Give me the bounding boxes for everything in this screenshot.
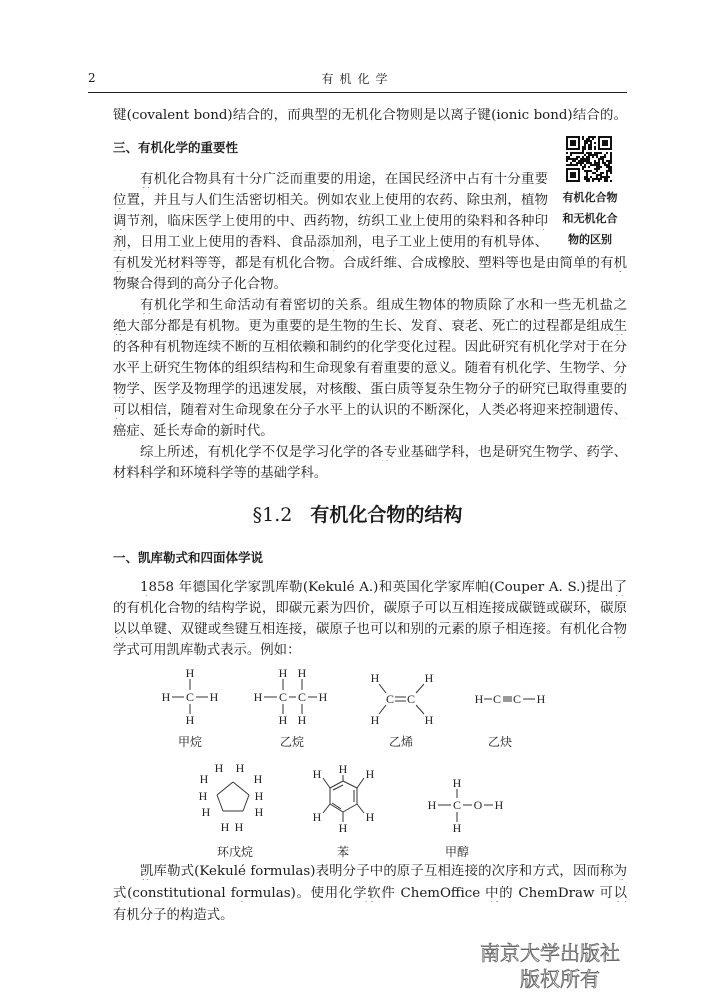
paragraph-line: 水平上研究生物体的组织结构和生命现象有着重要的意义。随着有机化学、生物学、分 xyxy=(113,361,627,376)
paragraph-line: 剂，日用工业上使用的香料、食品添加剂，电子工业上使用的有机导体、 xyxy=(113,235,548,250)
hydrogen-atom: H xyxy=(424,671,434,685)
hydrogen-atom: H xyxy=(297,713,307,727)
hydrogen-atom: H xyxy=(494,798,504,812)
paragraph-line: 综上所述，有机化学不仅是学习化学的各专业基础学科，也是研究生物学、药学、 xyxy=(140,445,627,460)
label-benzene: 苯 xyxy=(336,845,350,859)
hydrogen-atom: H xyxy=(201,805,211,819)
hydrogen-atom: H xyxy=(370,713,380,727)
hydrogen-atom: H xyxy=(370,671,380,685)
bond xyxy=(357,804,364,813)
hydrogen-atom: H xyxy=(235,761,245,775)
paragraph-line: 有机化学和生命活动有着密切的关系。组成生物体的物质除了水和一些无机盐之 xyxy=(140,298,627,313)
paragraph-line: 有机化合物具有十分广泛而重要的用途，在国民经济中占有十分重要 xyxy=(140,172,548,187)
bond xyxy=(243,795,249,811)
header-rule xyxy=(88,92,627,93)
hydrogen-atom: H xyxy=(452,821,462,835)
page-number: 2 xyxy=(88,71,96,85)
paragraph-line: 有机发光材料等等，都是有机化合物。合成纤维、合成橡胶、塑料等也是由简单的有机 xyxy=(113,256,627,271)
hydrogen-atom: H xyxy=(214,761,224,775)
label-methanol: 甲醇 xyxy=(444,845,470,859)
section-title-text: 有机化合物的结构 xyxy=(310,504,463,526)
bond xyxy=(330,804,343,812)
label-acetylene: 乙炔 xyxy=(487,735,513,749)
paragraph-line: 物聚合得到的高分子化合物。 xyxy=(113,277,288,292)
label-cyclopentane: 环戊烷 xyxy=(216,845,254,859)
bond xyxy=(416,705,424,714)
hydrogen-atom: H xyxy=(253,690,263,704)
bond xyxy=(330,781,343,788)
hydrogen-atom: H xyxy=(234,820,244,834)
hydrogen-atom: H xyxy=(312,810,322,824)
bond xyxy=(323,778,330,788)
paragraph-line: 学式可用凯库勒式表示。例如： xyxy=(113,643,301,658)
intro-line: 键(covalent bond)结合的，而典型的无机化合物则是以离子键(ionic bond)结合的。 xyxy=(113,108,627,123)
carbon-atom: C xyxy=(452,798,462,812)
bond xyxy=(343,781,357,788)
hydrogen-atom: H xyxy=(185,666,195,680)
hydrogen-atom: H xyxy=(424,713,434,727)
paragraph-line: 有机分子的构造式。 xyxy=(113,908,234,923)
hydrogen-atom: H xyxy=(254,805,264,819)
label-methane: 甲烷 xyxy=(177,735,203,749)
carbon-atom: C xyxy=(278,690,288,704)
qr-code[interactable] xyxy=(566,136,612,182)
carbon-atom: C xyxy=(385,692,395,706)
paragraph-line: 位置，并且与人们生活密切相关。例如农业上使用的农药、除虫剂，植物 xyxy=(113,193,548,208)
carbon-atom: C xyxy=(185,690,195,704)
hydrogen-atom: H xyxy=(474,692,484,706)
paragraph-line: 凯库勒式(Kekulé formulas)表明分子中的原子互相连接的次序和方式，因而称为 xyxy=(140,864,627,879)
bond xyxy=(343,804,357,812)
bond xyxy=(333,785,343,790)
bond xyxy=(217,795,223,811)
running-title: 有机化学 xyxy=(321,72,394,86)
bond xyxy=(332,803,341,809)
qr-caption-line: 有机化合物 xyxy=(562,191,618,204)
hydrogen-atom: H xyxy=(536,692,546,706)
hydrogen-atom: H xyxy=(338,821,348,835)
watermark-line: 版权所有 xyxy=(520,967,600,991)
qr-caption xyxy=(550,187,630,250)
oxygen-atom: O xyxy=(473,798,483,812)
hydrogen-atom: H xyxy=(312,767,322,781)
subsection-heading-kekule: 一、凯库勒式和四面体学说 xyxy=(113,550,264,565)
paragraph-line: 可以相信，随着对生命现象在分子水平上的认识的不断深化，人类必将迎来控制遗传、 xyxy=(113,403,627,418)
carbon-atom: C xyxy=(297,690,307,704)
qr-caption-line: 物的区别 xyxy=(568,233,612,246)
hydrogen-atom: H xyxy=(427,798,437,812)
hydrogen-atom: H xyxy=(209,690,219,704)
hydrogen-atom: H xyxy=(278,713,288,727)
hydrogen-atom: H xyxy=(338,762,348,776)
carbon-atom: C xyxy=(492,692,502,706)
hydrogen-atom: H xyxy=(254,789,264,803)
section-number: §1.2 xyxy=(252,504,293,526)
qr-caption-line: 和无机化合 xyxy=(562,212,618,225)
hydrogen-atom: H xyxy=(318,690,328,704)
section-heading-importance: 三、有机化学的重要性 xyxy=(113,140,239,155)
hydrogen-atom: H xyxy=(297,666,307,680)
hydrogen-atom: H xyxy=(365,767,375,781)
hydrogen-atom: H xyxy=(220,820,230,834)
carbon-atom: C xyxy=(512,692,522,706)
bond xyxy=(233,782,249,795)
bond xyxy=(323,804,330,813)
hydrogen-atom: H xyxy=(199,772,209,786)
bond xyxy=(379,705,386,714)
hydrogen-atom: H xyxy=(452,776,462,790)
hydrogen-atom: H xyxy=(198,789,208,803)
hydrogen-atom: H xyxy=(365,810,375,824)
paragraph-line: 式(constitutional formulas)。使用化学软件 ChemOffice 中的 ChemDraw 可以 xyxy=(113,886,627,901)
label-ethane: 乙烷 xyxy=(279,735,305,749)
paragraph-line: 的有机化合物的结构学说，即碳元素为四价，碳原子可以互相连接成碳链或碳环，碳原 xyxy=(113,601,627,616)
paragraph-line: 1858 年德国化学家凯库勒(Kekulé A.)和英国化学家库帕(Couper A. S.)提出了 xyxy=(140,580,627,595)
paragraph-line: 绝大部分都是有机物。更为重要的是生物的生长、发育、衰老、死亡的过程都是组成生 xyxy=(113,319,627,334)
paragraph-line: 调节剂，临床医学上使用的中、西药物，纺织工业上使用的染料和各种印 xyxy=(113,214,548,229)
section-title xyxy=(88,503,627,527)
paragraph-line: 以以单键、双键或叁键互相连接，碳原子也可以和别的元素的原子相连接。有机化合物 xyxy=(113,622,627,637)
hydrogen-atom: H xyxy=(161,690,171,704)
paragraph-line: 的各种有机物连续不断的互相依赖和制约的化学变化过程。因此研究有机化学对于在分 xyxy=(113,340,627,355)
bond xyxy=(357,778,364,788)
watermark-line: 南京大学出版社 xyxy=(480,941,620,965)
bond xyxy=(379,684,386,693)
bond xyxy=(217,782,233,795)
label-ethylene: 乙烯 xyxy=(388,735,414,749)
hydrogen-atom: H xyxy=(185,713,195,727)
hydrogen-atom: H xyxy=(278,666,288,680)
paragraph-line: 材料科学和环境科学等的基础学科。 xyxy=(113,466,328,481)
watermark xyxy=(480,940,620,992)
hydrogen-atom: H xyxy=(253,772,263,786)
paragraph-line: 癌症、延长寿命的新时代。 xyxy=(113,424,274,439)
carbon-atom: C xyxy=(406,692,416,706)
paragraph-line: 物学、医学及物理学的迅速发展，对核酸、蛋白质等复杂生物分子的研究已取得重要的 xyxy=(113,382,627,397)
bond xyxy=(416,684,424,693)
